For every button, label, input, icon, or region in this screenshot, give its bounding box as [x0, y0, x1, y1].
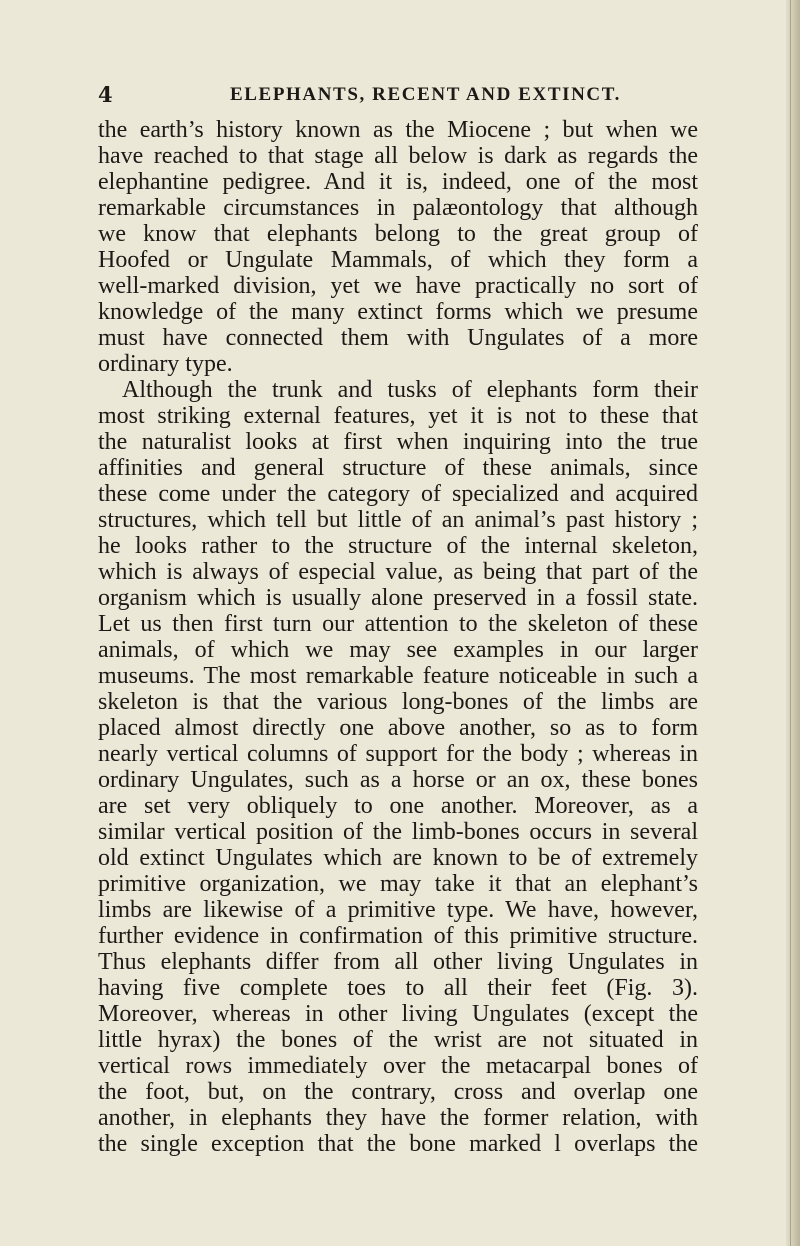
text-line: further evidence in confirmation of this primitive structure. [98, 923, 698, 949]
text-line: are set very obliquely to one another. Moreover, as a [98, 793, 698, 819]
text-line: skeleton is that the various long-bones of the limbs are [98, 689, 698, 715]
running-title: ELEPHANTS, RECENT AND EXTINCT. [230, 84, 621, 105]
text-line: museums. The most remarkable feature noticeable in such a [98, 663, 698, 689]
text-line: placed almost directly one above another, so as to form [98, 715, 698, 741]
text-line: which is always of especial value, as being that part of the [98, 559, 698, 585]
text-line: Although the trunk and tusks of elephants form their [122, 377, 698, 403]
text-line: have reached to that stage all below is dark as regards the [98, 143, 698, 169]
body-text [98, 117, 698, 1157]
text-line: elephantine pedigree. And it is, indeed, one of the most [98, 169, 698, 195]
text-line: Moreover, whereas in other living Ungulates (except the [98, 1001, 698, 1027]
text-line: limbs are likewise of a primitive type. We have, however, [98, 897, 698, 923]
text-line: structures, which tell but little of an animal’s past history ; [98, 507, 698, 533]
text-line: Let us then first turn our attention to the skeleton of these [98, 611, 698, 637]
text-line: Thus elephants differ from all other living Ungulates in [98, 949, 698, 975]
page-number: 4 [98, 82, 113, 107]
text-line: we know that elephants belong to the great group of [98, 221, 698, 247]
text-line: ordinary type. [98, 351, 233, 377]
text-line: affinities and general structure of these animals, since [98, 455, 698, 481]
text-line: must have connected them with Ungulates of a more [98, 325, 698, 351]
text-line: old extinct Ungulates which are known to be of extremely [98, 845, 698, 871]
text-line: ordinary Ungulates, such as a horse or an ox, these bones [98, 767, 698, 793]
page-edge-line [790, 0, 791, 1246]
text-line: organism which is usually alone preserved in a fossil state. [98, 585, 698, 611]
text-line: well-marked division, yet we have practically no sort of [98, 273, 698, 299]
text-line: the naturalist looks at first when inquiring into the true [98, 429, 698, 455]
text-line: the foot, but, on the contrary, cross and overlap one [98, 1079, 698, 1105]
text-line: having five complete toes to all their feet (Fig. 3). [98, 975, 698, 1001]
text-line: remarkable circumstances in palæontology that although [98, 195, 698, 221]
text-line: vertical rows immediately over the metacarpal bones of [98, 1053, 698, 1079]
running-head [98, 80, 698, 110]
text-line: another, in elephants they have the former relation, with [98, 1105, 698, 1131]
text-line: most striking external features, yet it is not to these that [98, 403, 698, 429]
text-line: he looks rather to the structure of the internal skeleton, [98, 533, 698, 559]
text-line: the single exception that the bone marked l overlaps the [98, 1131, 698, 1157]
text-line: knowledge of the many extinct forms which we presume [98, 299, 698, 325]
text-line: the earth’s history known as the Miocene ; but when we [98, 117, 698, 143]
text-line: these come under the category of specialized and acquired [98, 481, 698, 507]
text-line: Hoofed or Ungulate Mammals, of which they form a [98, 247, 698, 273]
text-line: similar vertical position of the limb-bones occurs in several [98, 819, 698, 845]
text-line: primitive organization, we may take it that an elephant’s [98, 871, 698, 897]
text-line: little hyrax) the bones of the wrist are not situated in [98, 1027, 698, 1053]
text-line: nearly vertical columns of support for the body ; whereas in [98, 741, 698, 767]
text-line: animals, of which we may see examples in our larger [98, 637, 698, 663]
page-edge [786, 0, 800, 1246]
